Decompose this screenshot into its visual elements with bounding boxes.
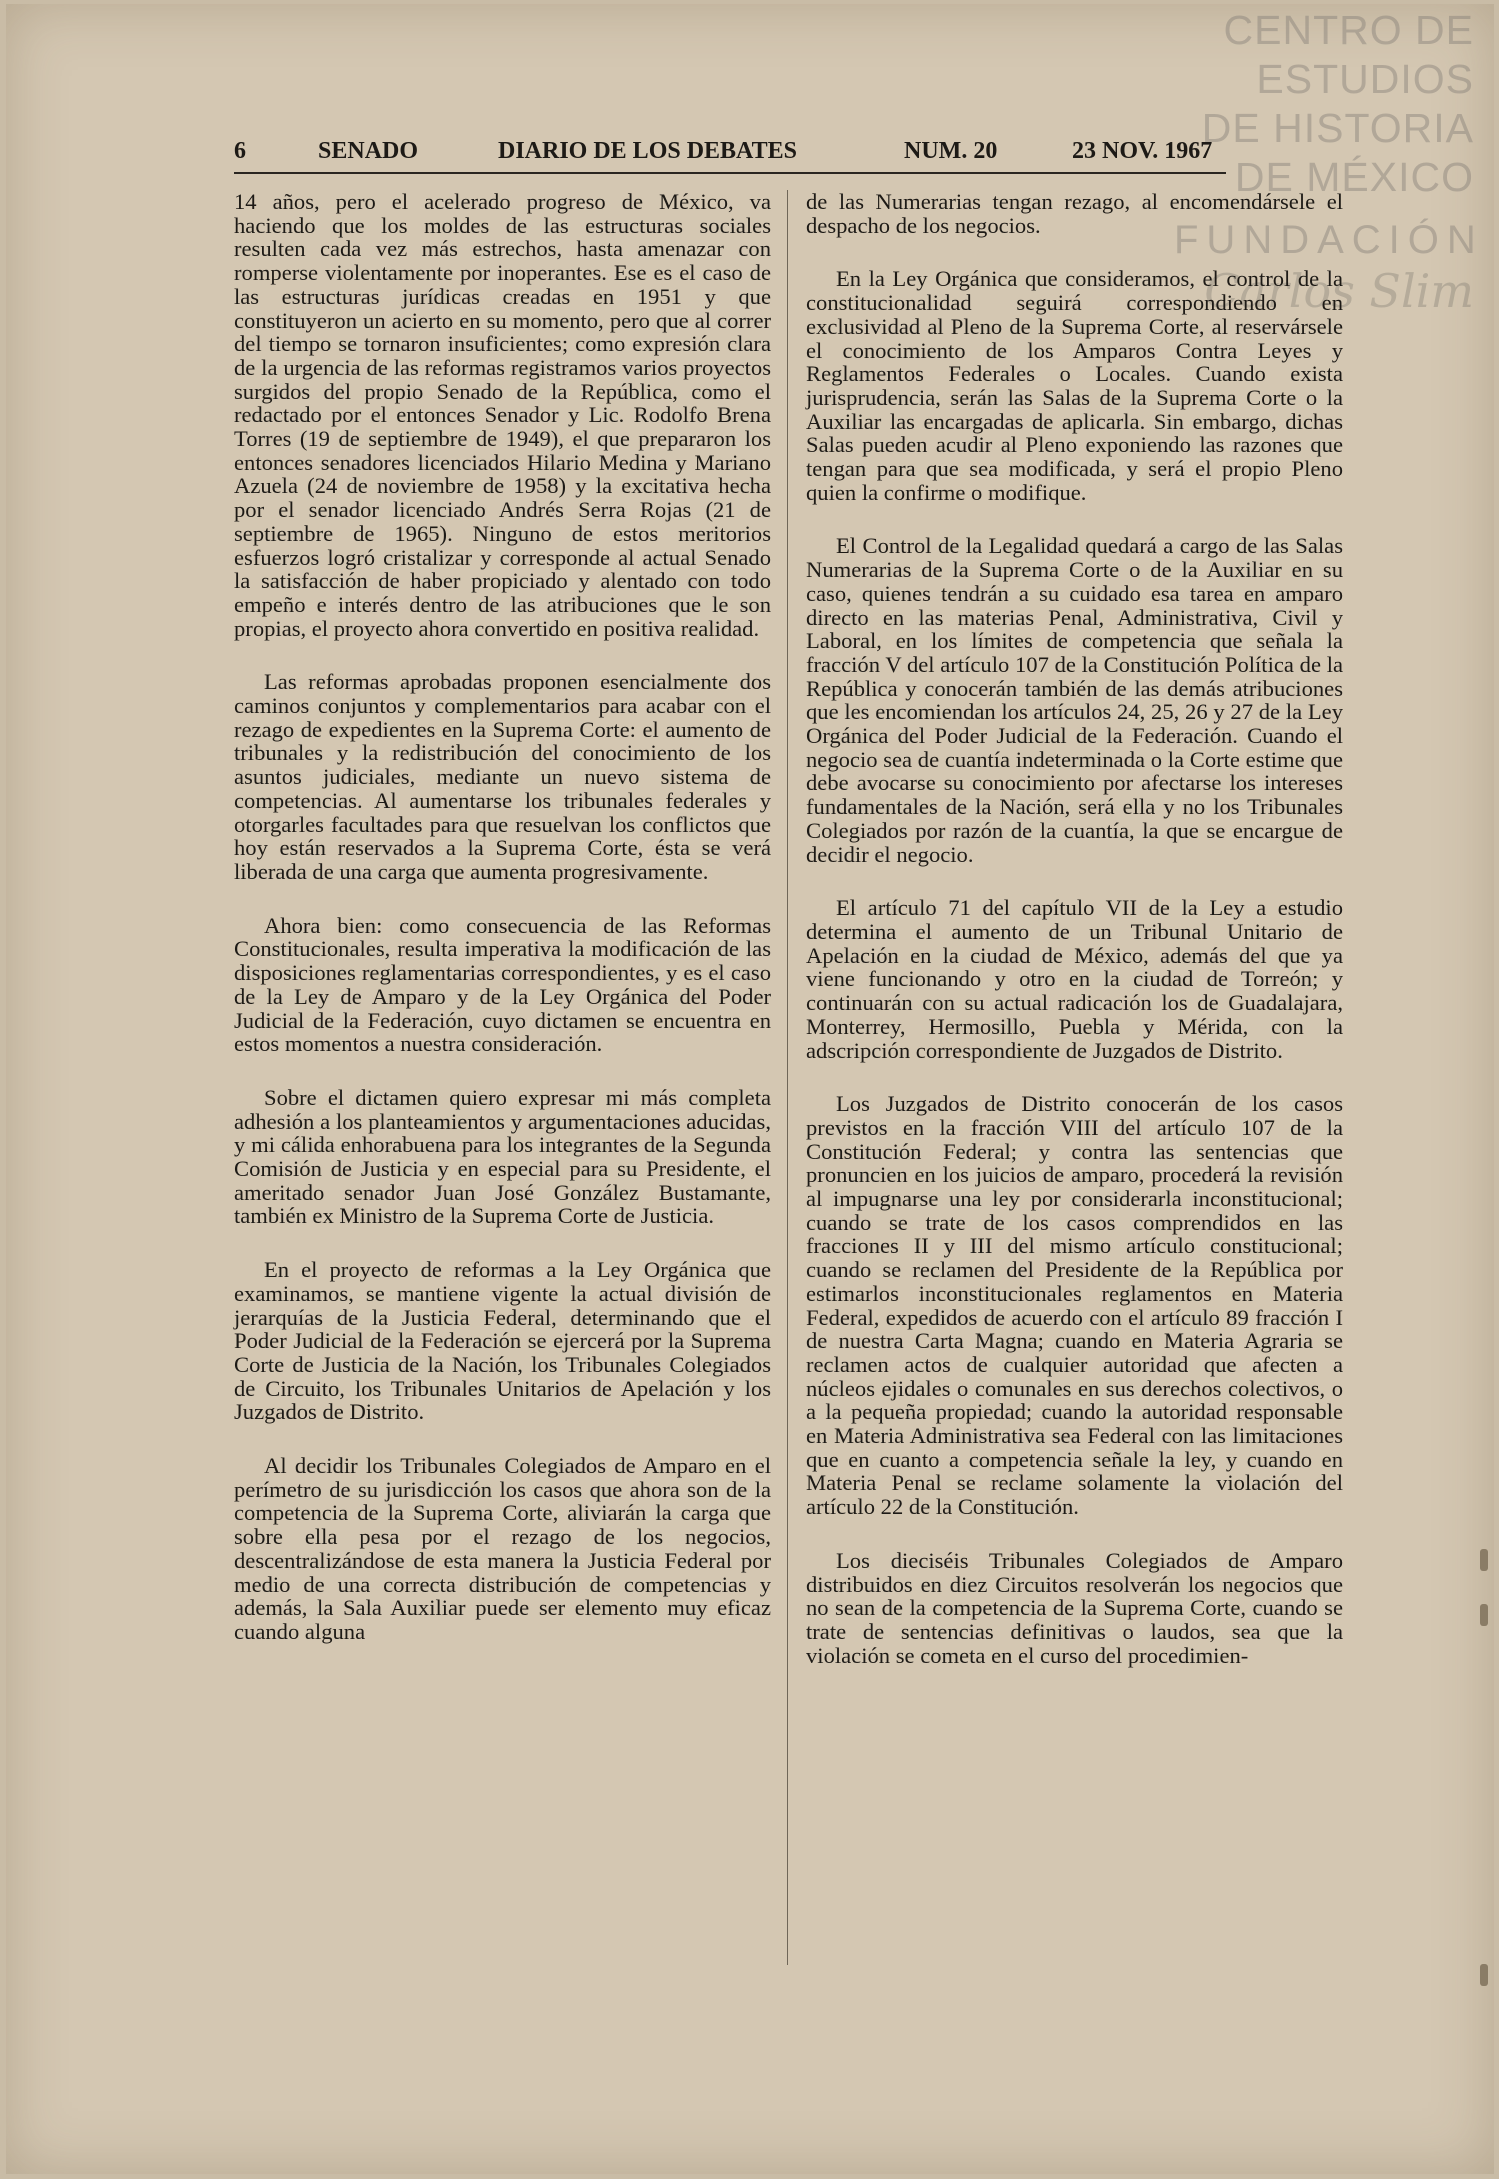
paragraph: En el proyecto de reformas a la Ley Orgánica que examinamos, se mantiene vigente la actual división de jerarquías de la Justicia Federal, determinando que el Poder Judicial de la Federación se ejercerá por la Suprema Corte de Justicia de la Nación, los Tribunales Colegiados de Circuito, los Tribunales Unitarios de Apelación y los Juzgados de Distrito. (234, 1257, 771, 1425)
left-column (234, 190, 771, 1674)
binding-hole (1480, 1964, 1488, 1986)
binding-hole (1480, 1604, 1488, 1626)
watermark-fundacion: FUNDACIÓN (1174, 218, 1484, 262)
watermark-signature: Carlos Slim (1204, 264, 1474, 318)
paragraph: El Control de la Legalidad quedará a cargo de las Salas Numerarias de la Suprema Corte o de la Auxiliar en su caso, quienes tendrán a su cuidado esa tarea en amparo directo en las materias Penal, Administrativa, Civil y Laboral, en los límites de competencia que señala la fracción V del artículo 107 de la Constitución Política de la República y conocerán también de las demás atribuciones que les encomiendan los artículos 24, 25, 26 y 27 de la Ley Orgánica del Poder Judicial de la Federación. Cuando el negocio sea de cuantía indeterminada o la Corte estime que debe avocarse su conocimiento por afectarse los intereses fundamentales de la Nación, será ella y no los Tribunales Colegiados por razón de la cuantía, la que se encargue de decidir el negocio. (806, 533, 1343, 867)
paragraph: Al decidir los Tribunales Colegiados de Amparo en el perímetro de su jurisdicción los casos que ahora son de la competencia de la Suprema Corte, aliviarán la carga que sobre ella pesa por el rezago de los negocios, descentralizándose de esta manera la Justicia Federal por medio de una correcta distribución de competencias y además, la Sala Auxiliar puede ser elemento muy eficaz cuando alguna (234, 1453, 771, 1644)
watermark-line: ESTUDIOS (1256, 56, 1474, 102)
paragraph: Ahora bien: como consecuencia de las Reformas Constitucionales, resulta imperativa la modificación de las disposiciones reglamentarias correspondientes, y es el caso de la Ley de Amparo y de la Ley Orgánica del Poder Judicial de la Federación, cuyo dictamen se encuentra en estos momentos a nuestra consideración. (234, 912, 771, 1057)
watermark-line: CENTRO DE (1223, 7, 1474, 53)
page-number: 6 (234, 138, 246, 164)
paragraph: 14 años, pero el acelerado progreso de México, va haciendo que los moldes de las estructuras sociales resulten cada vez más estrechos, hasta amenazar con romperse violentamente por inoperantes. Ese es el caso de las estructuras jurídicas creadas en 1951 y que constituyeron un acierto en su momento, pero que al correr del tiempo se tornaron insuficientes; como expresión clara de la urgencia de las reformas registramos varios proyectos surgidos del propio Senado de la República, como el redactado por el entonces Senador y Lic. Rodolfo Brena Torres (19 de septiembre de 1949), el que prepararon los entonces senadores licenciados Hilario Medina y Mariano Azuela (24 de noviembre de 1958) y la excitativa hecha por el senador licenciado Andrés Serra Rojas (21 de septiembre de 1965). Ninguno de estos meritorios esfuerzos logró cristalizar y corresponde al actual Senado la satisfacción de haber propiciado y alentado con todo empeño e interés dentro de las atribuciones que le son propias, el proyecto ahora convertido en positiva realidad. (234, 189, 771, 641)
paragraph: Los dieciséis Tribunales Colegiados de Amparo distribuidos en diez Circuitos resolverán los negocios que no sean de la competencia de la Suprema Corte, cuando se trate de sentencias definitivas o laudos, sea que la violación se cometa en el curso del procedimien- (806, 1547, 1343, 1668)
paragraph: El artículo 71 del capítulo VII de la Ley a estudio determina el aumento de un Tribunal Unitario de Apelación en la ciudad de México, además del que ya viene funcionando y otro en la ciudad de Torreón; y continuarán con su actual radicación los de Guadalajara, Monterrey, Hermosillo, Puebla y Mérida, con la adscripción correspondiente de Juzgados de Distrito. (806, 895, 1343, 1063)
chamber-name: SENADO (318, 138, 419, 164)
issue-number: NUM. 20 (904, 138, 998, 164)
watermark-line: DE MÉXICO (1234, 154, 1474, 200)
publication-title: DIARIO DE LOS DEBATES (498, 138, 797, 164)
newspaper-page (6, 4, 1494, 2174)
watermark-line: DE HISTORIA (1201, 105, 1474, 151)
paragraph: de las Numerarias tengan rezago, al encomendársele el despacho de los negocios. (806, 189, 1343, 238)
paragraph: Sobre el dictamen quiero expresar mi más completa adhesión a los planteamientos y argumentaciones aducidas, y mi cálida enhorabuena para los integrantes de la Segunda Comisión de Justicia y en especial para su Presidente, el ameritado senador Juan José González Bustamante, también ex Ministro de la Suprema Corte de Justicia. (234, 1084, 771, 1229)
page-header (234, 138, 1226, 174)
paragraph: En la Ley Orgánica que consideramos, el control de la constitucionalidad seguirá correspondiendo en exclusividad al Pleno de la Suprema Corte, al reservársele el conocimiento de los Amparos Contra Leyes y Reglamentos Federales o Locales. Cuando exista jurisprudencia, serán las Salas de la Suprema Corte o la Auxiliar las encargadas de aplicarla. Sin embargo, dichas Salas pueden acudir al Pleno exponiendo las razones que tengan para que sea modificada, y será el propio Pleno quien la confirme o modifique. (806, 266, 1343, 505)
column-divider (787, 190, 788, 1965)
paragraph: Los Juzgados de Distrito conocerán de los casos previstos en la fracción VIII del artículo 107 de la Constitución Federal; y contra las sentencias que pronuncien en los juicios de amparo, procederá la revisión al impugnarse una ley por considerarla inconstitucional; cuando se trate de los casos comprendidos en las fracciones II y III del mismo artículo constitucional; cuando se reclamen del Presidente de la República por estimarlos inconstitucionales reglamentos en Materia Federal, expedidos de acuerdo con el artículo 89 fracción I de nuestra Carta Magna; cuando en Materia Agraria se reclamen actos de cualquier autoridad que afecten a núcleos ejidales o comunales en sus derechos colectivos, o a la pequeña propiedad; cuando la autoridad responsable en Materia Administrativa sea Federal con las limitaciones que en cuanto a competencia señale la ley, y cuando en Materia Penal se reclame solamente la violación del artículo 22 de la Constitución. (806, 1091, 1343, 1520)
right-column (806, 190, 1343, 1697)
paragraph: Las reformas aprobadas proponen esencialmente dos caminos conjuntos y complementarios para acabar con el rezago de expedientes en la Suprema Corte: el aumento de tribunales y la redistribución del conocimiento de los asuntos judiciales, mediante un nuevo sistema de competencias. Al aumentarse los tribunales federales y otorgarles facultades para que resuelvan los conflictos que hoy están reservados a la Suprema Corte, ésta se verá liberada de una carga que aumenta progresivamente. (234, 669, 771, 884)
issue-date: 23 NOV. 1967 (1072, 138, 1213, 164)
binding-hole (1480, 1549, 1488, 1571)
